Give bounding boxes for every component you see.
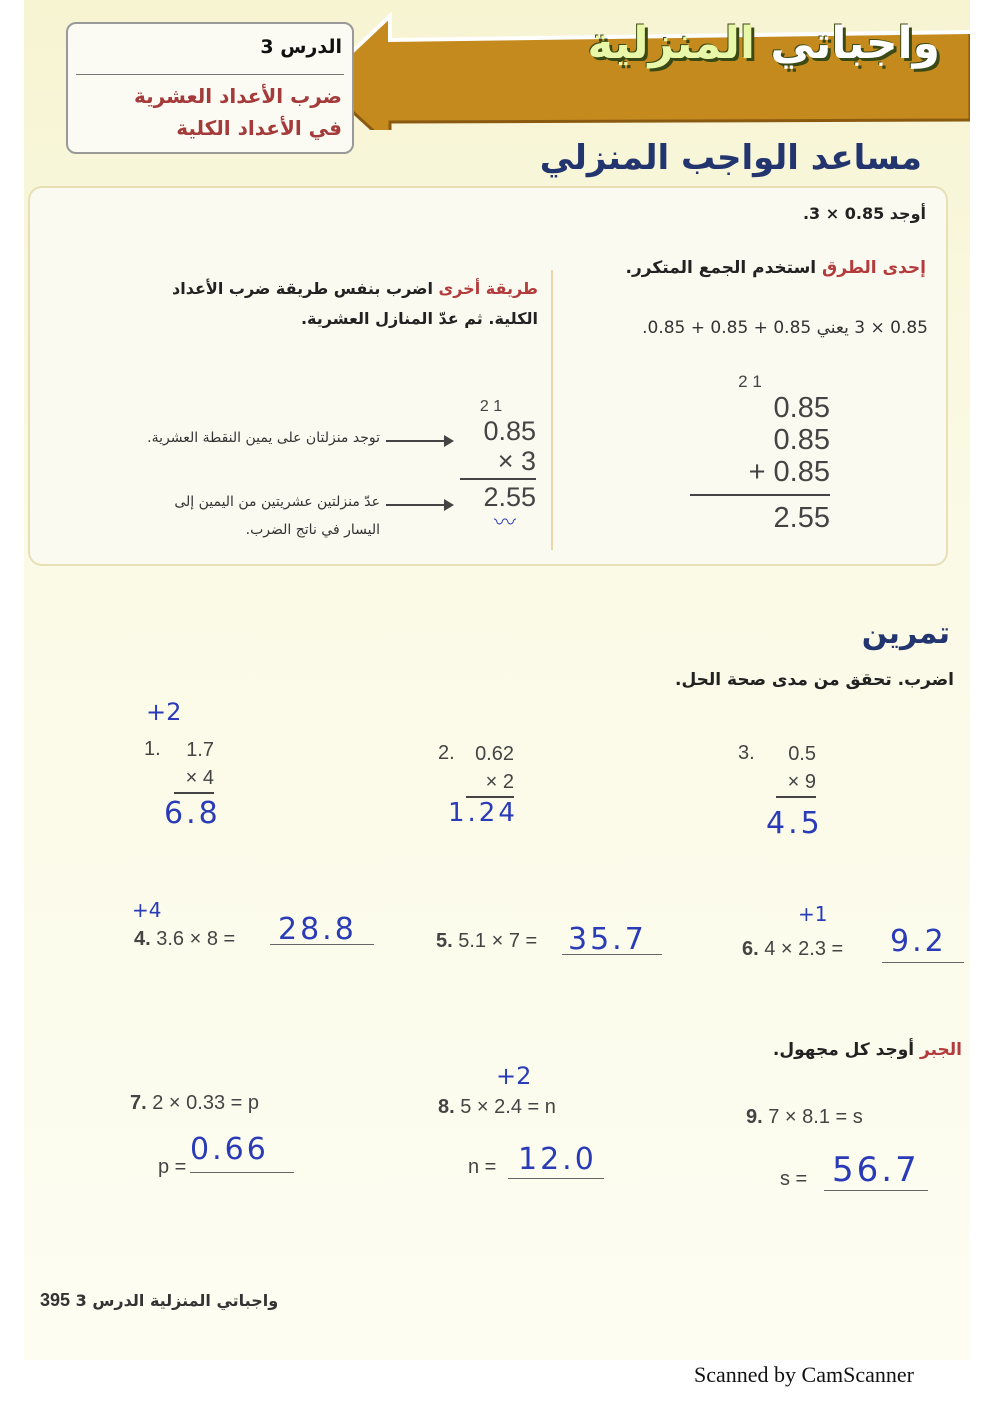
find-prompt: أوجد 0.85 × 3. bbox=[802, 204, 926, 223]
problem-number: 5. bbox=[436, 930, 453, 952]
arrow-bottom bbox=[386, 504, 446, 506]
way2-label: طريقة أخرى bbox=[438, 279, 538, 298]
product-result: 2.55 bbox=[483, 482, 536, 512]
handwritten-mark: +1 bbox=[798, 902, 828, 926]
problem-4 bbox=[134, 928, 235, 951]
problem-number: 4. bbox=[134, 928, 151, 950]
problem-number: 7. bbox=[130, 1092, 147, 1114]
note-bottom-line2: اليسار في ناتج الضرب. bbox=[245, 522, 380, 538]
problem-number: 6. bbox=[742, 938, 759, 960]
multiplication-stack bbox=[460, 398, 536, 512]
answer-handwritten[interactable]: 12.0 bbox=[518, 1142, 597, 1177]
lesson-box bbox=[66, 22, 354, 154]
sum-result: 2.55 bbox=[773, 502, 830, 534]
problem-8 bbox=[438, 1096, 556, 1119]
way2-heading bbox=[118, 274, 538, 334]
lesson-topic-line2: في الأعداد الكلية bbox=[176, 116, 342, 140]
problem-expression: 5 × 2.4 = n bbox=[460, 1096, 556, 1118]
problem-1-stack bbox=[174, 736, 214, 798]
handwritten-mark: +4 bbox=[132, 898, 162, 922]
answer-handwritten[interactable]: 56.7 bbox=[832, 1150, 920, 1190]
problem-number: 8. bbox=[438, 1096, 455, 1118]
header-title bbox=[587, 18, 940, 69]
factor-bottom: × 9 bbox=[787, 771, 816, 793]
note-bottom bbox=[40, 488, 380, 544]
factor-top: 1.7 bbox=[186, 739, 214, 761]
problem-expression: 3.6 × 8 = bbox=[156, 928, 236, 950]
problem-expression: 5.1 × 7 = bbox=[458, 930, 538, 952]
answer-blank[interactable] bbox=[824, 1190, 928, 1191]
repeated-addition-stack bbox=[690, 372, 830, 534]
carry-digits: 2 1 bbox=[479, 398, 503, 415]
problem-expression: 4 × 2.3 = bbox=[764, 938, 844, 960]
factor-bottom: × 4 bbox=[185, 767, 214, 789]
answer-blank[interactable] bbox=[508, 1178, 604, 1179]
handwritten-squiggle: 〰 bbox=[494, 511, 517, 536]
practice-title: تمرين bbox=[861, 616, 950, 651]
way1-label: إحدى الطرق bbox=[822, 258, 926, 278]
multiplicand: 0.85 bbox=[483, 416, 536, 446]
lesson-divider bbox=[76, 74, 344, 75]
answer-handwritten[interactable]: 9.2 bbox=[890, 924, 947, 959]
sum-line bbox=[690, 494, 830, 496]
note-bottom-line1: عدّ منزلتين عشريتين من اليمين إلى bbox=[174, 494, 380, 510]
problem-5 bbox=[436, 930, 537, 953]
answer-handwritten[interactable]: 1.24 bbox=[448, 798, 518, 828]
variable-label: p = bbox=[158, 1156, 187, 1178]
textbook-page bbox=[24, 0, 970, 1360]
problem-7 bbox=[130, 1092, 259, 1115]
answer-line bbox=[174, 792, 214, 794]
addend-1: 0.85 bbox=[773, 392, 830, 424]
factor-top: 0.62 bbox=[475, 743, 514, 765]
lesson-number: الدرس 3 bbox=[260, 36, 342, 58]
header-title-part2: المنزلية bbox=[587, 18, 755, 69]
answer-handwritten[interactable]: 35.7 bbox=[568, 922, 647, 957]
instruction-bold: اضرب. bbox=[897, 670, 954, 690]
answer-handwritten[interactable]: 0.66 bbox=[190, 1132, 269, 1167]
scanner-watermark: Scanned by CamScanner bbox=[694, 1362, 914, 1387]
means-statement: 0.85 × 3 يعني 0.85 + 0.85 + 0.85. bbox=[642, 318, 928, 338]
answer-handwritten[interactable]: 4.5 bbox=[766, 806, 823, 841]
page-footer bbox=[32, 1290, 278, 1311]
problem-expression: 7 × 8.1 = s bbox=[768, 1106, 863, 1128]
helper-title: مساعد الواجب المنزلي bbox=[539, 138, 922, 178]
arrow-top bbox=[386, 440, 446, 442]
factor-top: 0.5 bbox=[788, 743, 816, 765]
algebra-label: الجبر bbox=[920, 1040, 962, 1060]
note-top: توجد منزلتان على يمين النقطة العشرية. bbox=[147, 430, 380, 446]
footer-section: واجباتي المنزلية bbox=[149, 1291, 279, 1310]
problem-number: 9. bbox=[746, 1106, 763, 1128]
problem-2-stack bbox=[466, 740, 514, 802]
way1-heading bbox=[626, 258, 926, 278]
problem-9 bbox=[746, 1106, 863, 1129]
lesson-topic-line1: ضرب الأعداد العشرية bbox=[134, 84, 342, 108]
addend-2: 0.85 bbox=[773, 424, 830, 456]
handwritten-mark: +2 bbox=[146, 698, 182, 726]
practice-instruction bbox=[675, 670, 954, 690]
problem-number: 2. bbox=[438, 742, 455, 764]
handwritten-mark: +2 bbox=[496, 1062, 532, 1090]
answer-line bbox=[776, 796, 816, 798]
algebra-heading bbox=[773, 1040, 962, 1060]
instruction-text: تحقق من مدى صحة الحل. bbox=[675, 670, 892, 690]
answer-blank[interactable] bbox=[882, 962, 964, 963]
lesson-topic bbox=[82, 80, 342, 144]
footer-lesson: الدرس 3 bbox=[75, 1291, 145, 1310]
answer-blank[interactable] bbox=[190, 1172, 294, 1173]
problem-3-stack bbox=[776, 740, 816, 802]
problem-expression: 2 × 0.33 = p bbox=[152, 1092, 260, 1114]
answer-handwritten[interactable]: 6.8 bbox=[164, 796, 221, 831]
column-divider bbox=[551, 270, 553, 550]
algebra-text: أوجد كل مجهول. bbox=[772, 1040, 915, 1060]
multiplier: × 3 bbox=[497, 446, 536, 476]
header-title-part1: واجباتي bbox=[770, 18, 940, 69]
problem-6 bbox=[742, 938, 843, 961]
addend-3: + 0.85 bbox=[748, 456, 830, 488]
problem-number: 1. bbox=[144, 738, 161, 760]
product-line bbox=[460, 478, 536, 480]
answer-handwritten[interactable]: 28.8 bbox=[278, 912, 357, 947]
homework-helper-box bbox=[28, 186, 948, 566]
page-number: 395 bbox=[40, 1290, 71, 1310]
factor-bottom: × 2 bbox=[485, 771, 514, 793]
variable-label: n = bbox=[468, 1156, 497, 1178]
problem-number: 3. bbox=[738, 742, 755, 764]
carry-digits: 2 1 bbox=[738, 372, 762, 391]
way1-text: استخدم الجمع المتكرر. bbox=[625, 258, 817, 278]
variable-label: s = bbox=[780, 1168, 808, 1190]
way2-text: اضرب بنفس طريقة ضرب الأعداد الكلية. ثم عدّ المنازل العشرية. bbox=[172, 279, 538, 328]
